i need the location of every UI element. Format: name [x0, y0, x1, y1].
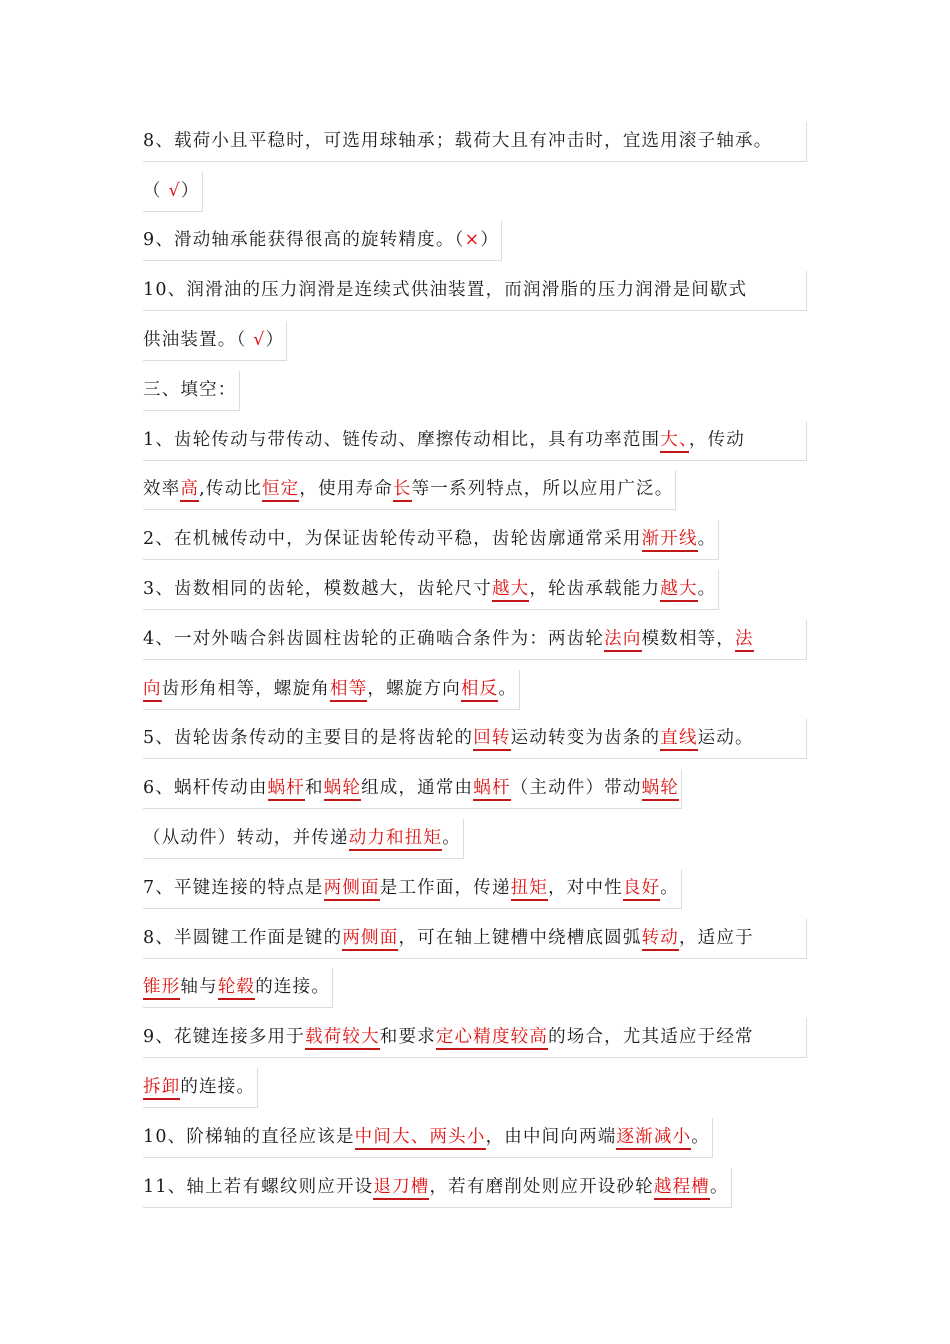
question-text: 三、填空： — [143, 379, 237, 400]
question-text: 。 — [691, 1126, 710, 1147]
text-line-content — [143, 1118, 713, 1158]
text-line-content — [143, 1018, 807, 1058]
text-line — [143, 311, 823, 361]
text-line — [143, 759, 823, 809]
question-text: 5、齿轮齿条传动的主要目的是将齿轮的 — [143, 728, 474, 749]
text-line — [143, 411, 823, 461]
answer-text: 越大 — [492, 579, 529, 602]
question-text: 。 — [697, 578, 717, 599]
text-line-content — [143, 570, 719, 610]
answer-text: 中间大、两头小 — [355, 1127, 486, 1150]
text-line-content — [143, 919, 807, 959]
answer-text: 良好 — [623, 878, 660, 901]
answer-text: 相反 — [461, 679, 498, 702]
text-line-content — [143, 869, 682, 909]
question-text: ，使用寿命 — [299, 479, 393, 500]
question-text: 和要求 — [379, 1027, 436, 1048]
question-text: 2、在机械传动中，为保证齿轮传动平稳，齿轮齿廓通常采用 — [143, 529, 642, 550]
answer-text: 相等 — [330, 679, 367, 702]
question-text: 4、一对外啮合斜齿圆柱齿轮的正确啮合条件为：两齿轮 — [143, 628, 605, 649]
answer-text: 锥形 — [143, 977, 180, 1000]
document-body — [143, 112, 823, 1208]
answer-text: 退刀槽 — [373, 1177, 429, 1200]
answer-text: 扭矩 — [511, 878, 548, 901]
question-text: 。 — [660, 877, 679, 898]
text-line — [143, 560, 823, 610]
text-line-content — [143, 819, 464, 859]
text-line — [143, 112, 823, 162]
text-line-content — [143, 620, 807, 660]
question-text: 模数相等， — [641, 628, 736, 649]
question-text: ，若有磨削处则应开设砂轮 — [429, 1176, 654, 1197]
question-text: 。 — [710, 1176, 729, 1197]
text-line-content — [143, 271, 807, 311]
question-text: 供油装置。（ — [143, 329, 254, 350]
question-text: 11、轴上若有螺纹则应开设 — [143, 1176, 374, 1197]
text-line-content — [143, 520, 719, 560]
answer-mark: √ — [168, 180, 181, 201]
answer-text: 动力和扭矩 — [349, 828, 443, 851]
text-line — [143, 809, 823, 859]
answer-text: 拆卸 — [143, 1077, 180, 1100]
question-text: 。 — [498, 678, 518, 699]
answer-mark: × — [464, 230, 481, 251]
answer-text: 回转 — [473, 728, 510, 751]
text-line-content — [143, 968, 333, 1008]
text-line — [143, 261, 823, 311]
question-text: 10、润滑油的压力润滑是连续式供油装置，而润滑脂的压力润滑是间歇式 — [143, 280, 748, 301]
answer-text: 转动 — [642, 928, 679, 951]
answer-text: 越大 — [660, 579, 697, 602]
question-text: ，适应于 — [678, 927, 754, 948]
text-line-content — [143, 1168, 732, 1208]
question-text: 轴与 — [180, 977, 218, 998]
text-line — [143, 510, 823, 560]
question-text: 1、齿轮传动与带传动、链传动、摩擦传动相比，具有功率范围 — [143, 429, 661, 450]
text-line — [143, 212, 823, 262]
text-line-content — [143, 769, 682, 809]
question-text: 的连接。 — [180, 1076, 256, 1097]
question-text: 7、平键连接的特点是 — [143, 877, 324, 898]
question-text: （从动件）转动，并传递 — [143, 827, 349, 848]
question-text: 9、花键连接多用于 — [143, 1027, 305, 1048]
text-line — [143, 162, 823, 212]
text-line-content — [143, 421, 807, 461]
question-text: ） — [265, 329, 285, 350]
question-text: ，传动 — [688, 429, 745, 450]
answer-text: 两侧面 — [324, 878, 380, 901]
answer-text: 蜗轮 — [642, 778, 679, 801]
question-text: 的场合，尤其适应于经常 — [548, 1027, 754, 1048]
text-line — [143, 1158, 823, 1208]
question-text: 3、齿数相同的齿轮，模数越大，齿轮尺寸 — [143, 578, 492, 599]
answer-text: 高 — [180, 479, 199, 502]
question-text: 9、滑动轴承能获得很高的旋转精度。（ — [143, 230, 465, 251]
answer-text: 蜗杆 — [473, 778, 510, 801]
text-line-content — [143, 371, 240, 411]
text-line — [143, 461, 823, 511]
text-line-content — [143, 172, 203, 212]
answer-text: 定心精度较高 — [436, 1027, 548, 1050]
answer-text: 大、 — [660, 430, 689, 453]
text-line — [143, 959, 823, 1009]
text-line — [143, 1058, 823, 1108]
text-line — [143, 710, 823, 760]
question-text: 运动转变为齿条的 — [510, 728, 661, 749]
question-text: ） — [480, 230, 500, 251]
question-text: ，螺旋方向 — [367, 678, 461, 699]
answer-text: 蜗轮 — [324, 778, 361, 801]
text-line-content — [143, 719, 807, 759]
text-line-content — [143, 321, 287, 361]
answer-text: 逐渐减小 — [616, 1127, 691, 1150]
text-line — [143, 610, 823, 660]
answer-text: 法向 — [604, 629, 641, 652]
text-line — [143, 859, 823, 909]
question-text: ，对中性 — [548, 877, 623, 898]
question-text: 8、载荷小且平稳时，可选用球轴承；载荷大且有冲击时，宜选用滚子轴承。 — [143, 130, 773, 151]
answer-text: 蜗杆 — [268, 778, 305, 801]
question-text: 。 — [442, 827, 461, 848]
question-text: ,传动比 — [199, 479, 262, 500]
text-line-content — [143, 470, 676, 510]
answer-text: 越程槽 — [654, 1177, 710, 1200]
text-line — [143, 909, 823, 959]
answer-text: 两侧面 — [342, 928, 398, 951]
text-line-content — [143, 1068, 258, 1108]
text-line-content — [143, 670, 520, 710]
question-text: （主动件）带动 — [510, 778, 642, 799]
answer-text: 法 — [735, 629, 754, 652]
answer-mark: √ — [253, 329, 266, 350]
answer-text: 渐开线 — [642, 529, 698, 552]
answer-text: 轮毂 — [218, 977, 255, 1000]
answer-text: 向 — [143, 679, 162, 702]
question-text: 的连接。 — [255, 977, 331, 998]
question-text: 6、蜗杆传动由 — [143, 778, 268, 799]
question-text: ） — [180, 180, 200, 201]
question-text: 等一系列特点，所以应用广泛。 — [411, 479, 674, 500]
question-text: 8、半圆键工作面是键的 — [143, 927, 343, 948]
text-line — [143, 1008, 823, 1058]
question-text: 效率 — [143, 479, 181, 500]
answer-text: 恒定 — [262, 479, 299, 502]
question-text: 是工作面，传递 — [379, 877, 511, 898]
question-text: 。 — [697, 529, 717, 550]
text-line-content — [143, 122, 807, 162]
text-line-content — [143, 221, 502, 261]
question-text: ，可在轴上键槽中绕槽底圆弧 — [398, 927, 642, 948]
question-text: ，轮齿承载能力 — [529, 578, 661, 599]
question-text: 运动。 — [697, 728, 754, 749]
question-text: 和 — [304, 778, 324, 799]
question-text: 10、阶梯轴的直径应该是 — [143, 1126, 355, 1147]
answer-text: 长 — [393, 479, 412, 502]
question-text: 组成，通常由 — [361, 778, 474, 799]
answer-text: 直线 — [660, 728, 697, 751]
answer-text: 载荷较大 — [305, 1027, 380, 1050]
question-text: ，由中间向两端 — [485, 1126, 617, 1147]
question-text: 齿形角相等，螺旋角 — [161, 678, 331, 699]
question-text: （ — [143, 180, 169, 201]
text-line — [143, 1108, 823, 1158]
text-line — [143, 660, 823, 710]
text-line — [143, 361, 823, 411]
